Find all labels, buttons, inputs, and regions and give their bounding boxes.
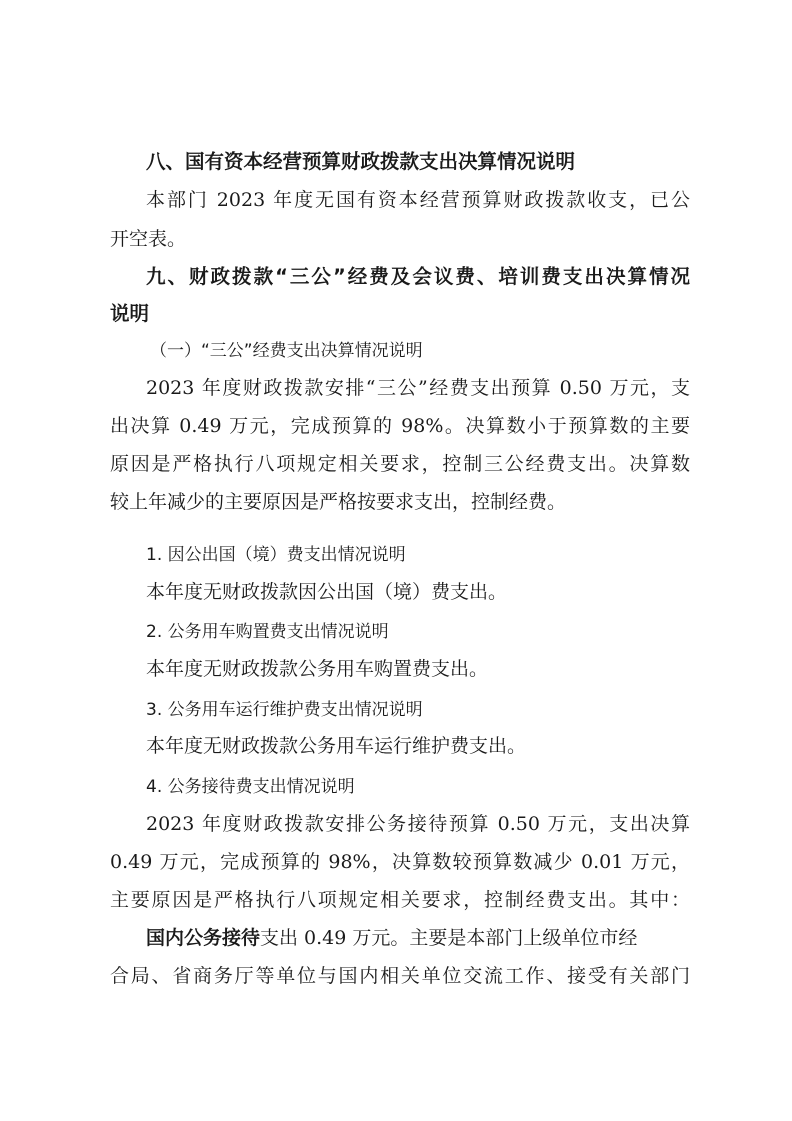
paragraph-line: 主要原因是严格执行八项规定相关要求，控制经费支出。其中： bbox=[110, 889, 690, 911]
section-9-heading-cont: 说明 bbox=[110, 302, 150, 325]
paragraph-text: 支出 0.49 万元。主要是本部门上级单位市经 bbox=[260, 927, 638, 949]
section-8-paragraph-line: 开空表。 bbox=[110, 228, 187, 250]
paragraph-line: 合局、省商务厅等单位与国内相关单位交流工作、接受有关部门 bbox=[110, 965, 690, 987]
item-1-title: 1. 因公出国（境）费支出情况说明 bbox=[146, 545, 406, 565]
section-8-heading: 八、国有资本经营预算财政拨款支出决算情况说明 bbox=[146, 150, 576, 173]
item-4-title: 4. 公务接待费支出情况说明 bbox=[146, 777, 355, 797]
domestic-reception-label: 国内公务接待 bbox=[146, 927, 261, 949]
paragraph-line: 2023 年度财政拨款安排公务接待预算 0.50 万元，支出决算 bbox=[146, 813, 690, 835]
item-3-text: 本年度无财政拨款公务用车运行维护费支出。 bbox=[146, 735, 527, 757]
item-2-title: 2. 公务用车购置费支出情况说明 bbox=[146, 622, 389, 642]
section-9-heading: 九、财政拨款“三公”经费及会议费、培训费支出决算情况 bbox=[146, 265, 690, 288]
subsection-1-heading: （一）“三公”经费支出决算情况说明 bbox=[150, 341, 423, 361]
item-2-text: 本年度无财政拨款公务用车购置费支出。 bbox=[146, 658, 489, 680]
paragraph-line: 0.49 万元，完成预算的 98%，决算数较预算数减少 0.01 万元， bbox=[110, 851, 690, 873]
item-3-title: 3. 公务用车运行维护费支出情况说明 bbox=[146, 700, 423, 720]
paragraph-line: 原因是严格执行八项规定相关要求，控制三公经费支出。决算数 bbox=[110, 453, 690, 475]
section-8-paragraph-line: 本部门 2023 年度无国有资本经营预算财政拨款收支，已公 bbox=[146, 189, 690, 211]
paragraph-line: 出决算 0.49 万元，完成预算的 98%。决算数小于预算数的主要 bbox=[110, 415, 690, 437]
paragraph-line: 较上年减少的主要原因是严格按要求支出，控制经费。 bbox=[110, 491, 567, 513]
paragraph-line bbox=[146, 923, 690, 953]
item-1-text: 本年度无财政拨款因公出国（境）费支出。 bbox=[146, 581, 508, 603]
paragraph-line: 2023 年度财政拨款安排“三公”经费支出预算 0.50 万元，支 bbox=[146, 377, 690, 399]
